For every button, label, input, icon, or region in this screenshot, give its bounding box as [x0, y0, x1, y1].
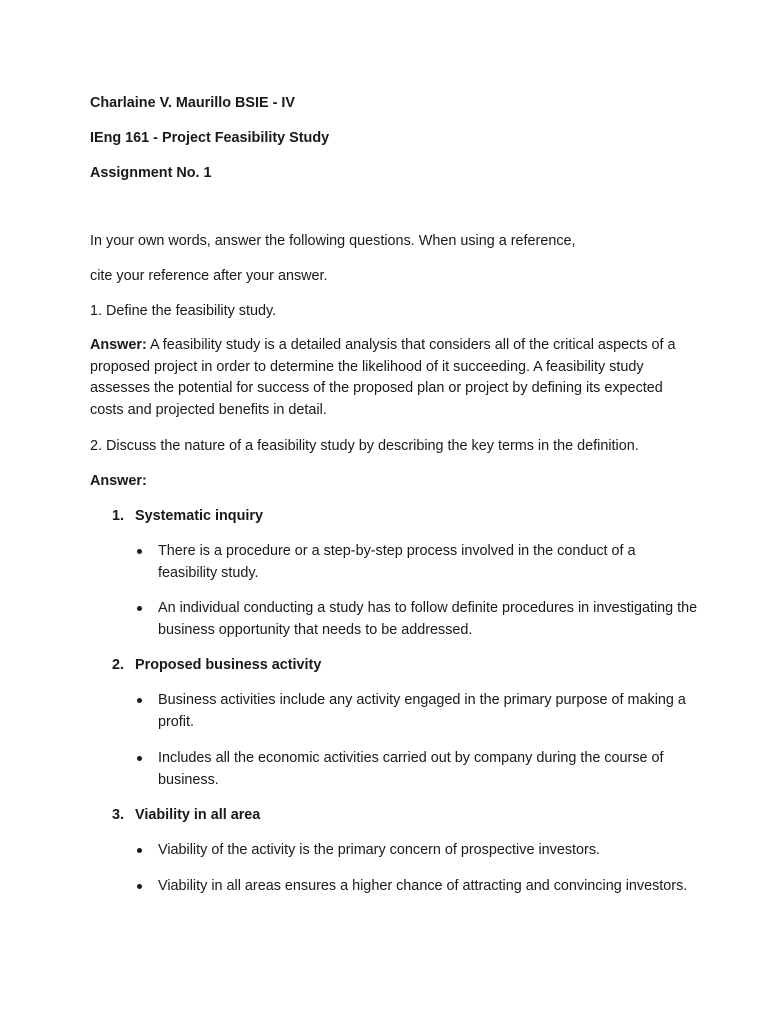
list-item-number: 3.	[112, 807, 125, 823]
course-line: IEng 161 - Project Feasibility Study	[90, 130, 330, 146]
instructions-line-2: cite your reference after your answer.	[90, 268, 328, 284]
answer-1-label: Answer:	[90, 337, 147, 353]
bullet-icon	[137, 698, 142, 703]
bullet-text: There is a procedure or a step-by-step process involved in the conduct of a feasibility study.	[158, 543, 636, 581]
bullet-text: Viability of the activity is the primary concern of prospective investors.	[158, 842, 601, 858]
assignment-title: Assignment No. 1	[90, 165, 212, 181]
list-item-number: 2.	[112, 657, 125, 673]
answer-1-text: A feasibility study is a detailed analysis that considers all of the critical aspects of a proposed project in order to determine the likelihood of it succeeding. A feasibility study assesses the potential for success of the proposed plan or project by defining its expected costs and projected benefits in detail.	[90, 337, 676, 419]
list-item-title: Viability in all area	[135, 807, 261, 823]
question-2: 2. Discuss the nature of a feasibility study by describing the key terms in the definition.	[90, 438, 639, 454]
author-line: Charlaine V. Maurillo BSIE - IV	[90, 95, 295, 111]
bullet-icon	[137, 606, 142, 611]
question-1: 1. Define the feasibility study.	[90, 303, 277, 319]
bullet-icon	[137, 549, 142, 554]
bullet-text: An individual conducting a study has to follow definite procedures in investigating the business opportunity that needs to be addressed.	[158, 600, 698, 638]
bullet-icon	[137, 756, 142, 761]
bullet-text: Business activities include any activity engaged in the primary purpose of making a profit.	[158, 692, 686, 730]
list-item-title: Systematic inquiry	[135, 508, 263, 524]
bullet-icon	[137, 884, 142, 889]
answer-1-paragraph	[90, 335, 690, 422]
bullet-text: Viability in all areas ensures a higher chance of attracting and convincing investors.	[158, 878, 688, 894]
instructions-line-1: In your own words, answer the following questions. When using a reference,	[90, 233, 576, 249]
bullet-text: Includes all the economic activities carried out by company during the course of business.	[158, 750, 664, 788]
bullet-icon	[137, 848, 142, 853]
list-item-title: Proposed business activity	[135, 657, 322, 673]
answer-2-label: Answer:	[90, 473, 147, 489]
list-item-number: 1.	[112, 508, 125, 524]
